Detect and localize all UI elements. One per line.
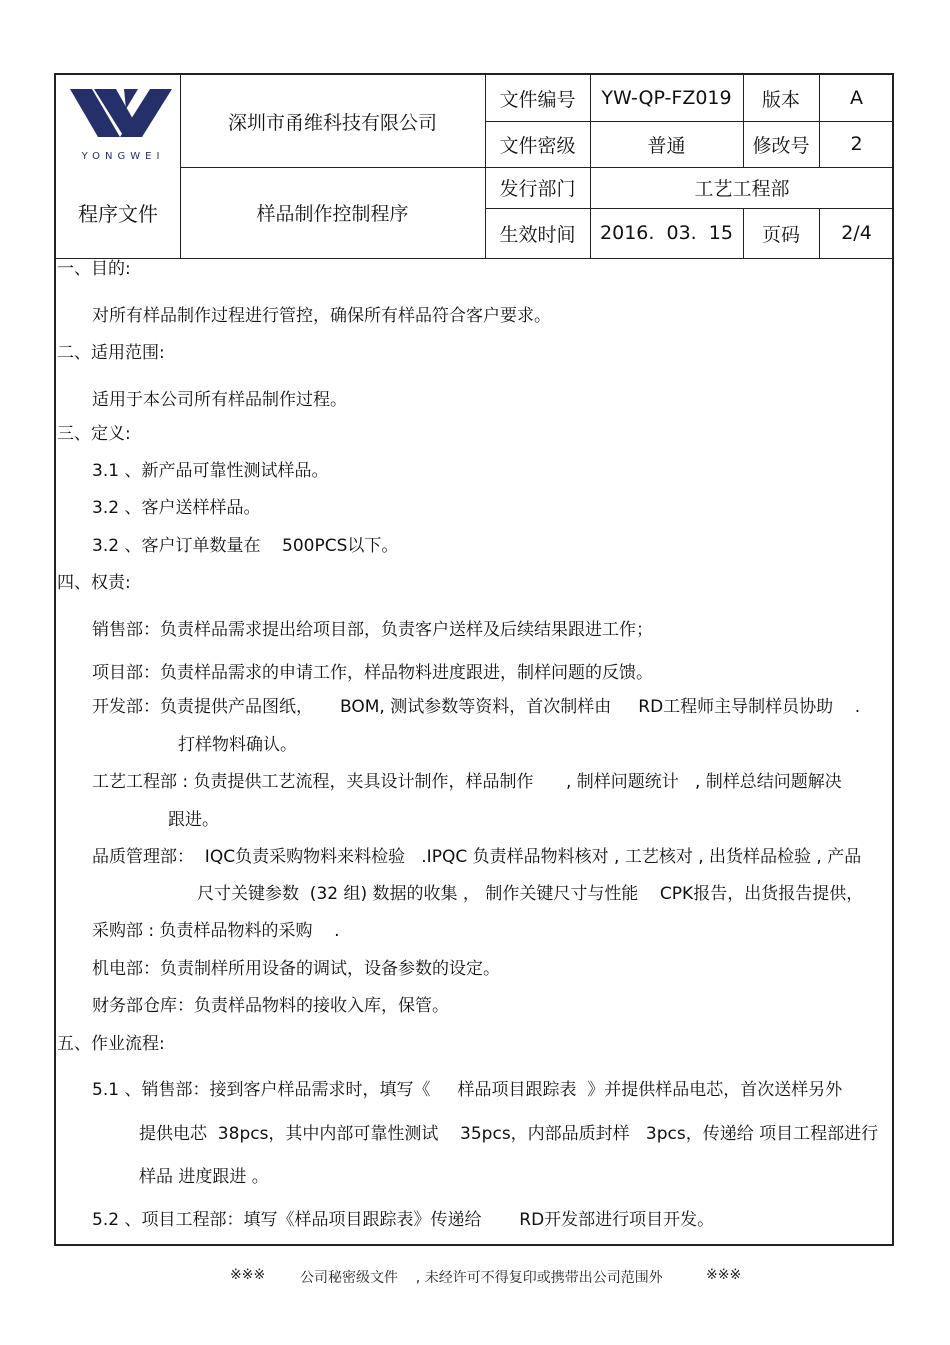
value-secrecy: 普通 xyxy=(647,134,686,157)
section-title: 四、权责: xyxy=(57,573,131,593)
paragraph: 机电部：负责制样所用设备的调试，设备参数的设定。 xyxy=(92,959,500,979)
list-item: 3.2 、客户送样样品。 xyxy=(92,498,261,518)
section-title: 一、目的: xyxy=(57,259,131,279)
label-version: 版本 xyxy=(761,88,800,111)
doc-title: 样品制作控制程序 xyxy=(256,203,409,225)
value-doc-no: YW-QP-FZ019 xyxy=(601,87,732,109)
label-effective: 生效时间 xyxy=(499,223,576,246)
value-effective: 2016. 03. 15 xyxy=(600,222,733,244)
paragraph: 销售部：负责样品需求提出给项目部，负责客户送样及后续结果跟进工作； xyxy=(92,620,653,640)
list-item: 3.2 、客户订单数量在 500PCS以下。 xyxy=(92,536,399,556)
paragraph: 工艺工程部 : 负责提供工艺流程，夹具设计制作，样品制作 , 制样问题统计 , 制样总结问题解决 xyxy=(92,772,842,792)
grid-line xyxy=(56,258,894,259)
document-frame xyxy=(54,73,894,1246)
paragraph: 项目部：负责样品需求的申请工作，样品物料进度跟进，制样问题的反馈。 xyxy=(92,663,653,683)
paragraph: 跟进。 xyxy=(168,810,219,830)
paragraph: 采购部 : 负责样品物料的采购 . xyxy=(92,921,340,941)
paragraph: 对所有样品制作过程进行管控，确保所有样品符合客户要求。 xyxy=(92,306,551,326)
value-revision: 2 xyxy=(850,133,863,155)
value-dept: 工艺工程部 xyxy=(694,178,790,200)
section-title: 二、适用范围: xyxy=(57,343,165,363)
paragraph: 财务部仓库：负责样品物料的接收入库，保管。 xyxy=(92,996,449,1016)
section-title: 五、作业流程: xyxy=(57,1034,165,1054)
label-doc-no: 文件编号 xyxy=(499,88,576,111)
paragraph: 品质管理部： IQC负责采购物料来料检验 .IPQC 负责样品物料核对 , 工艺核对 , 出货样品检验 , 产品 xyxy=(92,847,862,867)
company-name: 深圳市甬维科技有限公司 xyxy=(227,111,437,134)
paragraph: 5.2 、项目工程部：填写《样品项目跟踪表》传递给 RD开发部进行项目开发。 xyxy=(92,1210,715,1230)
footer-notice: 公司秘密级文件 , 未经许可不得复印或携带出公司范围外 xyxy=(300,1270,663,1286)
list-item: 3.1 、新产品可靠性测试样品。 xyxy=(92,461,329,481)
company-logo xyxy=(58,77,181,169)
doc-type: 程序文件 xyxy=(78,202,158,226)
footer-mark-right: ※※※ xyxy=(706,1267,742,1283)
paragraph: 尺寸关键参数 (32 组) 数据的收集 ， 制作关键尺寸与性能 CPK报告，出货报告提供， xyxy=(197,884,864,904)
value-version: A xyxy=(850,87,863,109)
value-page: 2/4 xyxy=(841,222,872,244)
logo-text: YONGWEI xyxy=(81,151,165,162)
paragraph: 5.1 、销售部：接到客户样品需求时，填写《 样品项目跟踪表 》并提供样品电芯，首次送样另外 xyxy=(92,1080,843,1100)
paragraph: 样品 进度跟进 。 xyxy=(139,1167,269,1187)
label-page: 页码 xyxy=(761,223,800,246)
footer-mark-left: ※※※ xyxy=(230,1267,266,1283)
paragraph: 提供电芯 38pcs，其中内部可靠性测试 35pcs，内部品质封样 3pcs，传递给 项目工程部进行 xyxy=(139,1124,879,1144)
section-title: 三、定义: xyxy=(57,424,131,444)
label-dept: 发行部门 xyxy=(499,178,576,200)
paragraph: 适用于本公司所有样品制作过程。 xyxy=(92,390,347,410)
paragraph: 开发部：负责提供产品图纸， BOM, 测试参数等资料，首次制样由 RD工程师主导制样员协助 . xyxy=(92,697,861,717)
label-secrecy: 文件密级 xyxy=(499,134,576,157)
label-revision: 修改号 xyxy=(752,134,810,157)
paragraph: 打样物料确认。 xyxy=(178,735,297,755)
yongwei-logo-icon xyxy=(58,77,181,147)
